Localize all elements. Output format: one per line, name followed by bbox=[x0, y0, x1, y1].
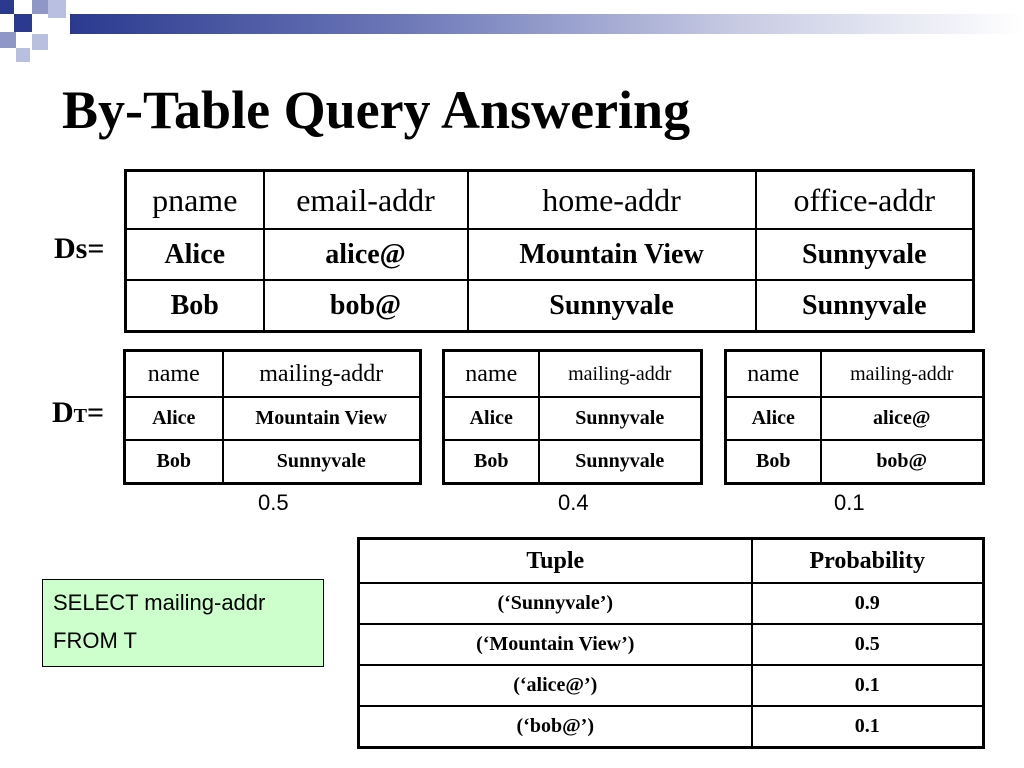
dt-label-text: D bbox=[52, 396, 74, 429]
dt-table-1 bbox=[123, 349, 422, 485]
table-header-row bbox=[444, 351, 702, 398]
ds-label bbox=[54, 232, 104, 266]
table-header-cell: home-addr bbox=[468, 171, 756, 230]
table-header-cell: office-addr bbox=[756, 171, 974, 230]
deco-square bbox=[0, 0, 14, 14]
table-header-cell: pname bbox=[126, 171, 264, 230]
table-cell: Sunnyvale bbox=[539, 397, 702, 440]
dt-table-3-probability: 0.1 bbox=[834, 490, 865, 515]
deco-square bbox=[32, 0, 48, 14]
table-row bbox=[359, 706, 984, 748]
table-cell: (‘alice@’) bbox=[359, 665, 752, 706]
dt-table-3 bbox=[724, 349, 985, 485]
query-line-from: FROM T bbox=[53, 628, 137, 653]
deco-square bbox=[32, 34, 48, 50]
table-cell: Bob bbox=[444, 440, 539, 484]
query-box bbox=[42, 579, 324, 667]
table-row bbox=[126, 229, 974, 280]
deco-square bbox=[0, 32, 16, 48]
table-header-cell: name bbox=[726, 351, 821, 398]
table-header-cell: mailing-addr bbox=[821, 351, 984, 398]
table-header-cell: name bbox=[444, 351, 539, 398]
table-row bbox=[444, 397, 702, 440]
table-row bbox=[359, 624, 984, 665]
table-cell: Bob bbox=[726, 440, 821, 484]
table-row bbox=[125, 397, 421, 440]
table-cell: Sunnyvale bbox=[756, 229, 974, 280]
table-cell: Bob bbox=[125, 440, 223, 484]
table-cell: bob@ bbox=[264, 280, 468, 332]
table-header-cell: name bbox=[125, 351, 223, 398]
table-row bbox=[726, 397, 984, 440]
table-header-row bbox=[126, 171, 974, 230]
table-header-cell: Tuple bbox=[359, 539, 752, 584]
table-cell: 0.9 bbox=[752, 583, 984, 624]
table-cell: Sunnyvale bbox=[756, 280, 974, 332]
table-row bbox=[359, 665, 984, 706]
table-cell: Alice bbox=[126, 229, 264, 280]
deco-square bbox=[48, 0, 66, 18]
table-header-cell: mailing-addr bbox=[223, 351, 421, 398]
table-cell: Bob bbox=[126, 280, 264, 332]
table-row bbox=[726, 440, 984, 484]
table-row bbox=[444, 440, 702, 484]
table-cell: Sunnyvale bbox=[539, 440, 702, 484]
table-cell: Mountain View bbox=[468, 229, 756, 280]
table-cell: (‘Mountain View’) bbox=[359, 624, 752, 665]
table-row bbox=[126, 280, 974, 332]
dt-table-2 bbox=[442, 349, 703, 485]
table-cell: Alice bbox=[125, 397, 223, 440]
table-cell: alice@ bbox=[821, 397, 984, 440]
table-header-cell: Probability bbox=[752, 539, 984, 584]
table-cell: bob@ bbox=[821, 440, 984, 484]
dt-label-equals: = bbox=[87, 396, 105, 429]
dt-label bbox=[52, 396, 104, 430]
slide-title: By-Table Query Answering bbox=[62, 80, 691, 140]
result-table bbox=[357, 537, 985, 749]
table-cell: Mountain View bbox=[223, 397, 421, 440]
header-gradient-bar bbox=[70, 14, 1024, 34]
table-cell: Sunnyvale bbox=[223, 440, 421, 484]
header-decoration bbox=[0, 0, 1024, 70]
table-header-row bbox=[125, 351, 421, 398]
table-cell: Alice bbox=[726, 397, 821, 440]
table-cell: Sunnyvale bbox=[468, 280, 756, 332]
table-cell: Alice bbox=[444, 397, 539, 440]
table-header-row bbox=[726, 351, 984, 398]
query-line-select: SELECT mailing-addr bbox=[53, 590, 266, 615]
deco-square bbox=[16, 48, 30, 62]
ds-table bbox=[124, 169, 975, 333]
table-row bbox=[359, 583, 984, 624]
dt-table-1-probability: 0.5 bbox=[258, 490, 289, 515]
deco-square bbox=[14, 14, 32, 32]
table-header-cell: email-addr bbox=[264, 171, 468, 230]
table-header-cell: mailing-addr bbox=[539, 351, 702, 398]
table-cell: 0.1 bbox=[752, 665, 984, 706]
dt-table-2-probability: 0.4 bbox=[558, 490, 589, 515]
table-cell: alice@ bbox=[264, 229, 468, 280]
table-cell: (‘bob@’) bbox=[359, 706, 752, 748]
table-cell: 0.5 bbox=[752, 624, 984, 665]
table-header-row bbox=[359, 539, 984, 584]
table-cell: 0.1 bbox=[752, 706, 984, 748]
table-row bbox=[125, 440, 421, 484]
table-cell: (‘Sunnyvale’) bbox=[359, 583, 752, 624]
dt-label-subscript: T bbox=[73, 405, 88, 427]
ds-label-text: Ds= bbox=[54, 232, 105, 265]
